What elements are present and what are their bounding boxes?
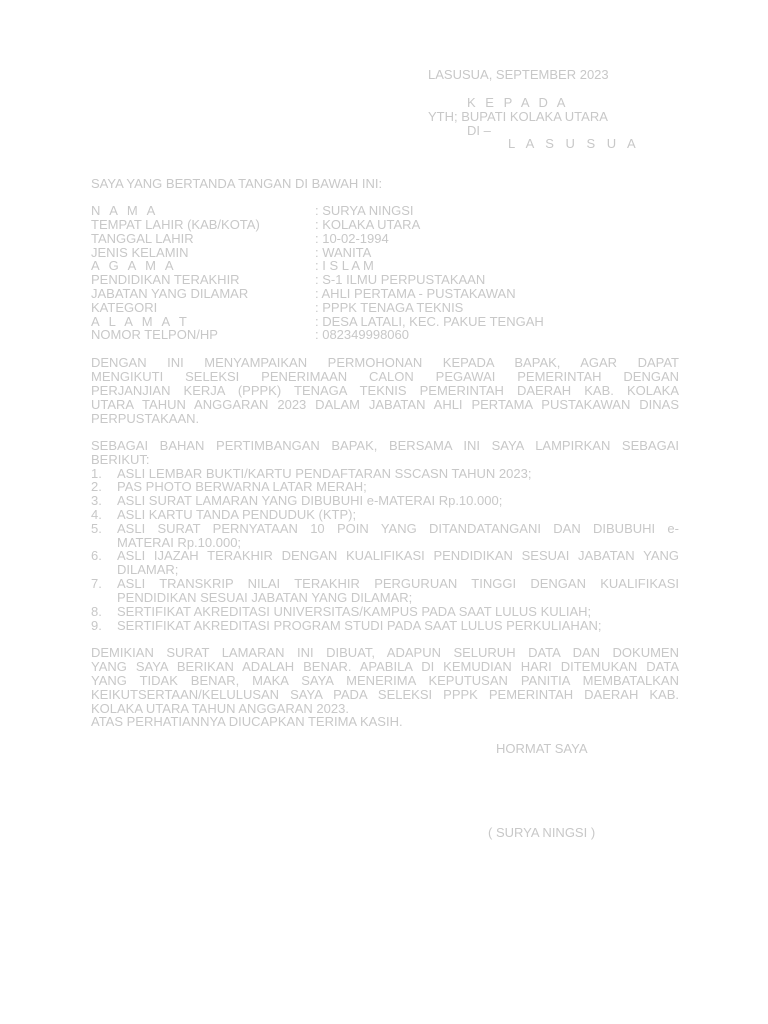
list-text: SERTIFIKAT AKREDITASI PROGRAM STUDI PADA SAAT LULUS PERKULIAHAN; bbox=[117, 618, 602, 633]
field-label: A L A M A T bbox=[91, 314, 190, 329]
paragraph-line: BERIKUT: bbox=[91, 452, 150, 467]
paragraph-line: YANG SAYA BERIKAN ADALAH BENAR. APABILA DI KEMUDIAN HARI DITEMUKAN DATA bbox=[91, 659, 679, 674]
list-text: PENDIDIKAN SESUAI JABATAN YANG DILAMAR; bbox=[117, 590, 413, 605]
list-text: ASLI TRANSKRIP NILAI TERAKHIR PERGURUAN TINGGI DENGAN KUALIFIKASI bbox=[117, 576, 679, 591]
field-value: : AHLI PERTAMA - PUSTAKAWAN bbox=[315, 286, 516, 301]
field-label: A G A M A bbox=[91, 258, 177, 273]
paragraph-line: UTARA TAHUN ANGGARAN 2023 DALAM JABATAN AHLI PERTAMA PUSTAKAWAN DINAS bbox=[91, 397, 679, 412]
paragraph-line: PERJANJIAN KERJA (PPPK) TENAGA TEKNIS PEMERINTAH DAERAH KAB. KOLAKA bbox=[91, 383, 679, 398]
signature-name: ( SURYA NINGSI ) bbox=[488, 825, 596, 840]
list-text: PAS PHOTO BERWARNA LATAR MERAH; bbox=[117, 479, 367, 494]
field-label: TANGGAL LAHIR bbox=[91, 231, 194, 246]
field-row bbox=[91, 218, 691, 232]
recipient-line: YTH; BUPATI KOLAKA UTARA bbox=[428, 109, 608, 124]
di-label: DI – bbox=[467, 123, 491, 138]
place-date: LASUSUA, SEPTEMBER 2023 bbox=[428, 67, 609, 82]
field-label: N A M A bbox=[91, 203, 159, 218]
field-row bbox=[91, 204, 691, 218]
list-text: SERTIFIKAT AKREDITASI UNIVERSITAS/KAMPUS PADA SAAT LULUS KULIAH; bbox=[117, 604, 592, 619]
field-value: : I S L A M bbox=[315, 258, 374, 273]
list-number: 5. bbox=[91, 521, 102, 536]
field-label: NOMOR TELPON/HP bbox=[91, 327, 218, 342]
field-row bbox=[91, 246, 691, 260]
paragraph-line: PERPUSTAKAAN. bbox=[91, 411, 200, 426]
list-number: 8. bbox=[91, 604, 102, 619]
field-row bbox=[91, 287, 691, 301]
list-number: 7. bbox=[91, 576, 102, 591]
field-value: : DESA LATALI, KEC. PAKUE TENGAH bbox=[315, 314, 544, 329]
list-number: 1. bbox=[91, 466, 102, 481]
paragraph-line: YANG TIDAK BENAR, MAKA SAYA MENERIMA KEPUTUSAN PANITIA MEMBATALKAN bbox=[91, 673, 679, 688]
field-row bbox=[91, 273, 691, 287]
field-value: : 082349998060 bbox=[315, 327, 409, 342]
field-value: : S-1 ILMU PERPUSTAKAAN bbox=[315, 272, 486, 287]
list-number: 3. bbox=[91, 493, 102, 508]
list-number: 4. bbox=[91, 507, 102, 522]
field-row bbox=[91, 328, 691, 342]
paragraph-line: MENGIKUTI SELEKSI PENERIMAAN CALON PEGAWAI PEMERINTAH DENGAN bbox=[91, 369, 679, 384]
field-label: PENDIDIKAN TERAKHIR bbox=[91, 272, 240, 287]
statement-paragraph bbox=[91, 646, 679, 716]
closing-line: ATAS PERHATIANNYA DIUCAPKAN TERIMA KASIH. bbox=[91, 714, 403, 729]
paragraph-line: DENGAN INI MENYAMPAIKAN PERMOHONAN KEPADA BAPAK, AGAR DAPAT bbox=[91, 355, 679, 370]
list-text: ASLI SURAT PERNYATAAN 10 POIN YANG DITANDATANGANI DAN DIBUBUHI e- bbox=[117, 521, 679, 536]
field-label: JABATAN YANG DILAMAR bbox=[91, 286, 249, 301]
paragraph-line: KEIKUTSERTAAN/KELULUSAN SAYA PADA SELEKSI PPPK PEMERINTAH DAERAH KAB. bbox=[91, 687, 679, 702]
paragraph-line: SEBAGAI BAHAN PERTIMBANGAN BAPAK, BERSAMA INI SAYA LAMPIRKAN SEBAGAI bbox=[91, 438, 679, 453]
list-number: 2. bbox=[91, 479, 102, 494]
field-value: : PPPK TENAGA TEKNIS bbox=[315, 300, 464, 315]
list-text: ASLI IJAZAH TERAKHIR DENGAN KUALIFIKASI PENDIDIKAN SESUAI JABATAN YANG bbox=[117, 548, 679, 563]
signature-greeting: HORMAT SAYA bbox=[496, 741, 588, 756]
list-text: MATERAI Rp.10.000; bbox=[117, 535, 242, 550]
list-text: ASLI SURAT LAMARAN YANG DIBUBUHI e-MATERAI Rp.10.000; bbox=[117, 493, 503, 508]
paragraph-line: DEMIKIAN SURAT LAMARAN INI DIBUAT, ADAPUN SELURUH DATA DAN DOKUMEN bbox=[91, 645, 679, 660]
intro-text: SAYA YANG BERTANDA TANGAN DI BAWAH INI: bbox=[91, 176, 383, 191]
field-row bbox=[91, 301, 691, 315]
field-row bbox=[91, 232, 691, 246]
field-value: : 10-02-1994 bbox=[315, 231, 389, 246]
recipient-city: L A S U S U A bbox=[508, 136, 640, 151]
attachments-intro bbox=[91, 439, 679, 467]
field-value: : SURYA NINGSI bbox=[315, 203, 414, 218]
field-value: : WANITA bbox=[315, 245, 372, 260]
field-label: JENIS KELAMIN bbox=[91, 245, 189, 260]
list-text: ASLI LEMBAR BUKTI/KARTU PENDAFTARAN SSCASN TAHUN 2023; bbox=[117, 466, 532, 481]
list-number: 9. bbox=[91, 618, 102, 633]
kepada-label: K E P A D A bbox=[467, 95, 569, 110]
list-number: 6. bbox=[91, 548, 102, 563]
field-row bbox=[91, 259, 691, 273]
request-paragraph bbox=[91, 356, 679, 426]
list-text: DILAMAR; bbox=[117, 562, 179, 577]
list-text: ASLI KARTU TANDA PENDUDUK (KTP); bbox=[117, 507, 357, 522]
paragraph-line: KOLAKA UTARA TAHUN ANGGARAN 2023. bbox=[91, 701, 349, 716]
field-value: : KOLAKA UTARA bbox=[315, 217, 421, 232]
field-label: KATEGORI bbox=[91, 300, 158, 315]
field-label: TEMPAT LAHIR (KAB/KOTA) bbox=[91, 217, 260, 232]
